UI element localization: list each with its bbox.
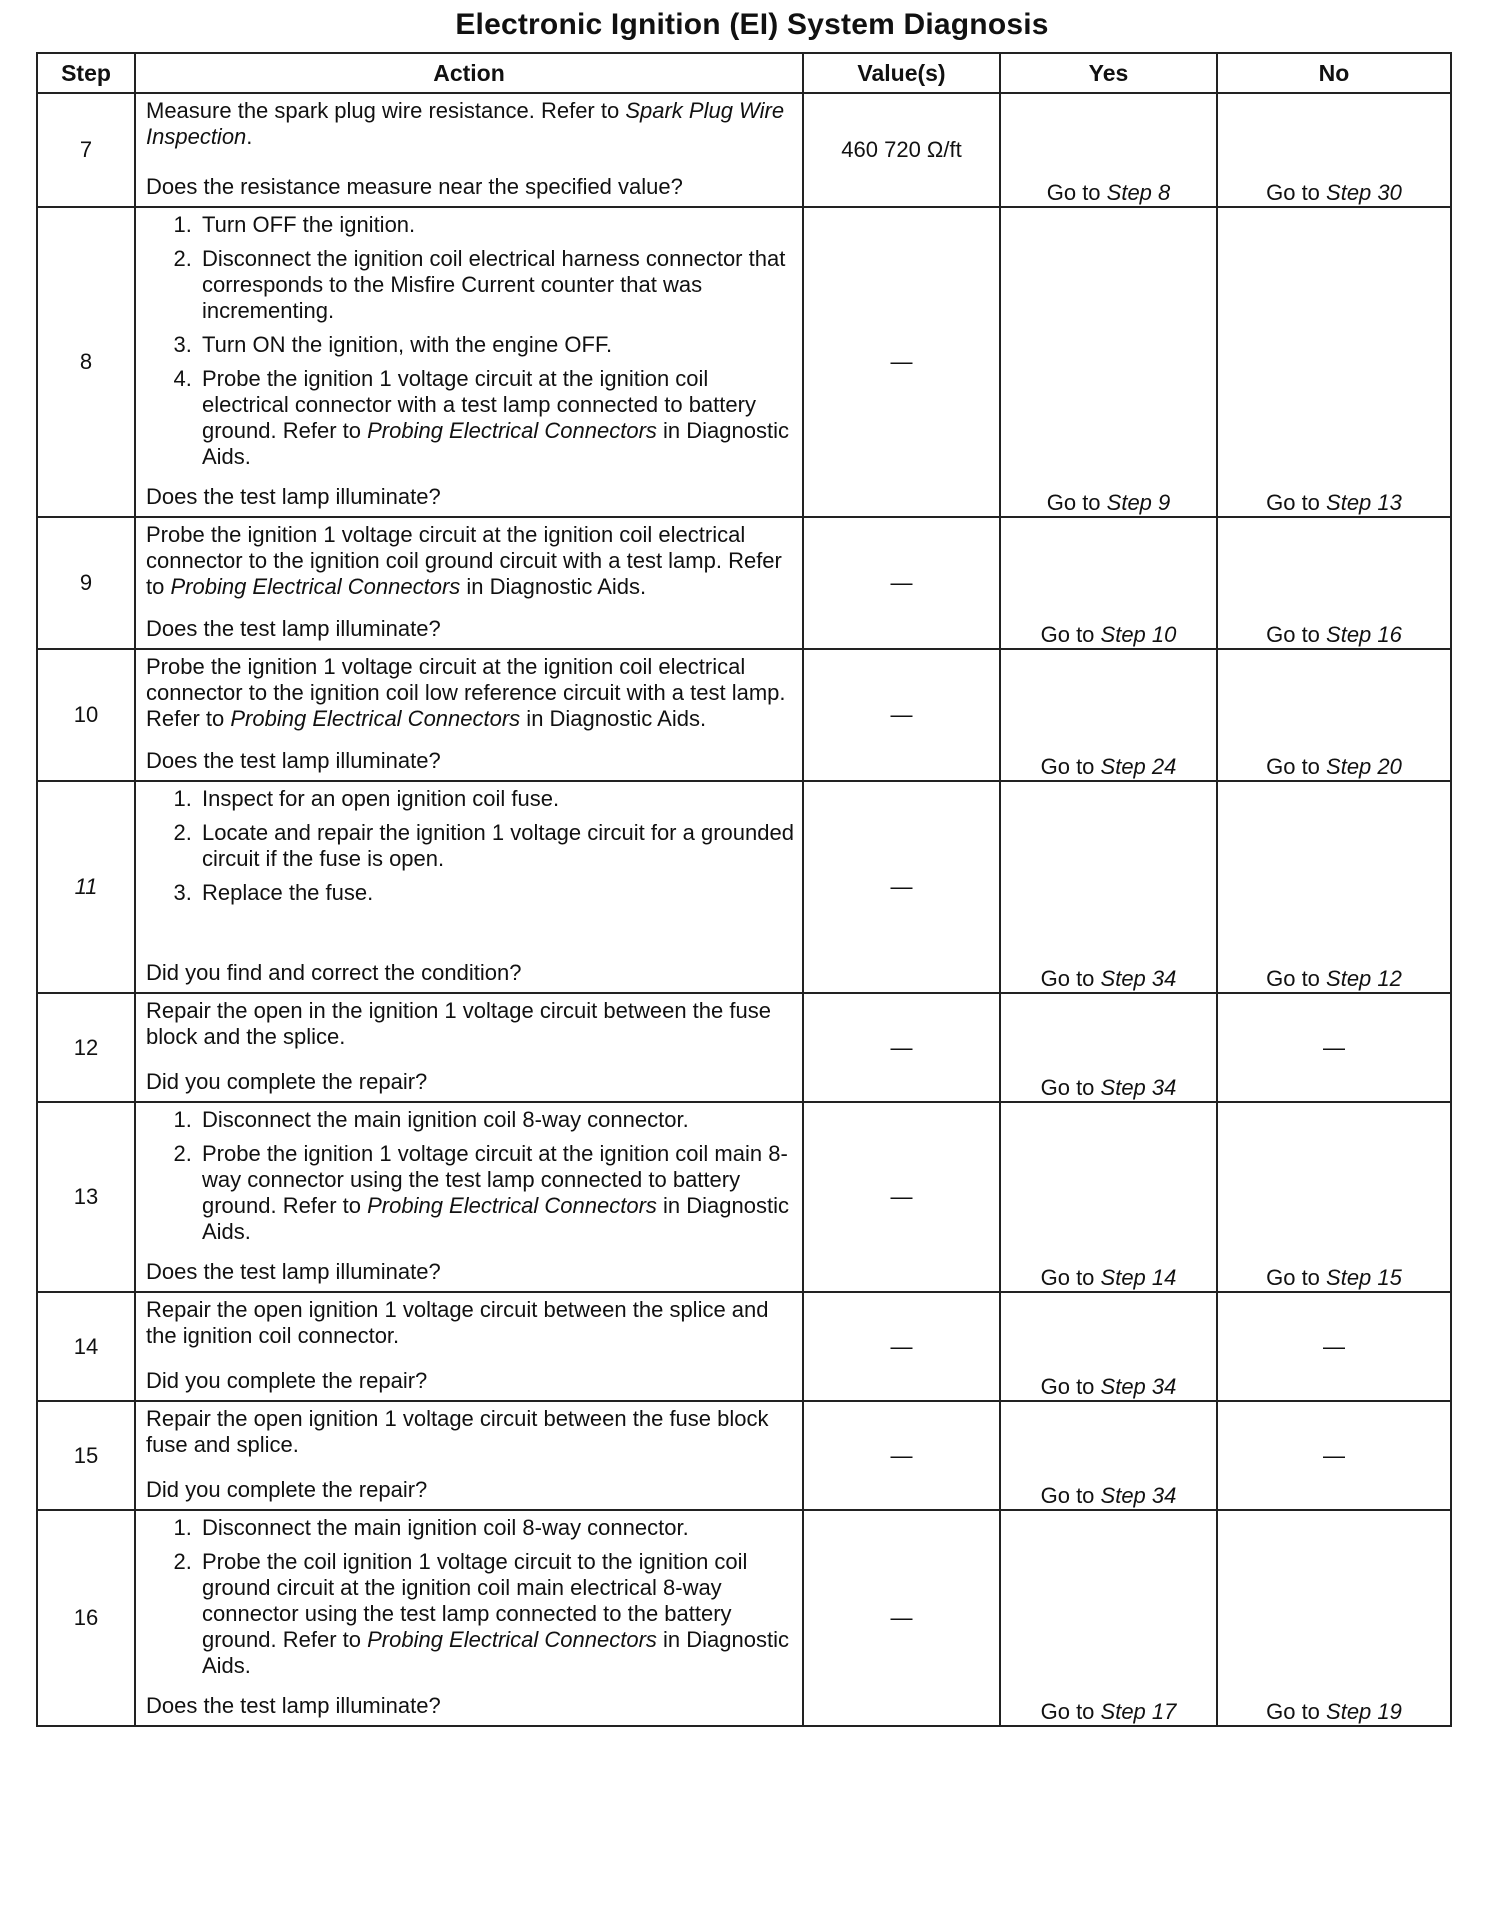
reference-link-text: Probing Electrical Connectors <box>170 574 461 599</box>
reference-link-text: Spark Plug Wire Inspection <box>146 98 785 149</box>
action-text: Measure the spark plug wire resistance. Refer to <box>146 98 626 123</box>
go-to-text: Go to <box>1040 1483 1101 1508</box>
action-text: Disconnect the ignition coil electrical harness connector that corresponds to the Misfire Current counter that was incrementing. <box>202 246 786 323</box>
table-row <box>37 1401 1451 1510</box>
go-to-step: Step 17 <box>1100 1699 1177 1724</box>
action-content <box>136 1511 802 1725</box>
reference-link-text: Probing Electrical Connectors <box>230 706 521 731</box>
action-text: Locate and repair the ignition 1 voltage circuit for a grounded circuit if the fuse is open. <box>202 820 794 871</box>
value-cell: — <box>803 1401 1000 1510</box>
action-question: Did you complete the repair? <box>146 1069 428 1094</box>
table-row <box>37 517 1451 649</box>
action-steps-list <box>146 212 796 478</box>
action-spacer <box>146 600 796 610</box>
action-step <box>198 1141 796 1245</box>
action-text: Probe the ignition 1 voltage circuit at the ignition coil electrical connector to the ignition coil ground circuit with a test lamp. Refer to <box>146 522 782 599</box>
go-to-step: Step 8 <box>1106 180 1171 205</box>
action-cell <box>135 1401 803 1510</box>
reference-link-text: Probing Electrical Connectors <box>367 1627 657 1652</box>
go-to-text: Go to <box>1046 180 1107 205</box>
header-no: No <box>1217 53 1451 93</box>
diagnosis-table <box>36 52 1452 1727</box>
no-cell <box>1217 1102 1451 1292</box>
header-value: Value(s) <box>803 53 1000 93</box>
go-to-step: Step 16 <box>1326 622 1402 647</box>
action-instruction <box>146 998 796 1050</box>
action-question: Does the resistance measure near the specified value? <box>146 174 683 199</box>
action-text: Probe the coil ignition 1 voltage circuit to the ignition coil ground circuit at the ignition coil main electrical 8-way connector using the test lamp connected to the battery ground. Refer to <box>202 1549 748 1652</box>
go-to-text: Go to <box>1040 1374 1101 1399</box>
action-text: in Diagnostic Aids. <box>202 1193 789 1244</box>
action-question: Does the test lamp illuminate? <box>146 748 441 773</box>
no-cell <box>1217 517 1451 649</box>
go-to-step: Step 34 <box>1100 966 1177 991</box>
go-to-step: Step 9 <box>1106 490 1171 515</box>
no-cell <box>1217 207 1451 517</box>
step-number: 15 <box>37 1401 135 1510</box>
action-content <box>136 1402 802 1509</box>
action-step <box>198 212 796 238</box>
action-step <box>198 820 796 872</box>
action-question: Does the test lamp illuminate? <box>146 484 441 509</box>
action-question: Did you find and correct the condition? <box>146 960 522 985</box>
value-cell: — <box>803 649 1000 781</box>
value-cell: — <box>803 1102 1000 1292</box>
action-text: in Diagnostic Aids. <box>520 706 707 731</box>
header-row <box>37 53 1451 93</box>
action-cell <box>135 649 803 781</box>
action-content <box>136 1293 802 1400</box>
value-cell: — <box>803 781 1000 993</box>
action-step <box>198 332 796 358</box>
table-row <box>37 1102 1451 1292</box>
table-row <box>37 1510 1451 1726</box>
action-instruction <box>146 1297 796 1349</box>
go-to-step: Step 12 <box>1326 966 1402 991</box>
reference-link-text: Probing Electrical Connectors <box>367 418 657 443</box>
go-to-text: Go to <box>1040 754 1101 779</box>
action-text: Disconnect the main ignition coil 8-way connector. <box>202 1107 689 1132</box>
value-cell: — <box>803 1292 1000 1401</box>
action-text: in Diagnostic Aids. <box>202 418 789 469</box>
action-instruction <box>146 654 796 732</box>
action-cell <box>135 1292 803 1401</box>
action-step <box>198 786 796 812</box>
value-cell: — <box>803 207 1000 517</box>
no-cell: — <box>1217 1292 1451 1401</box>
action-text: Disconnect the main ignition coil 8-way connector. <box>202 1515 689 1540</box>
action-cell <box>135 93 803 207</box>
go-to-text: Go to <box>1040 1075 1101 1100</box>
go-to-text: Go to <box>1040 1699 1101 1724</box>
no-cell: — <box>1217 993 1451 1102</box>
action-content <box>136 518 802 648</box>
action-text: Inspect for an open ignition coil fuse. <box>202 786 560 811</box>
value-cell: — <box>803 517 1000 649</box>
action-cell <box>135 993 803 1102</box>
value-cell: 460 720 Ω/ft <box>803 93 1000 207</box>
reference-link-text: Probing Electrical Connectors <box>367 1193 657 1218</box>
action-content <box>136 650 802 780</box>
go-to-step: Step 10 <box>1100 622 1177 647</box>
action-text: Probe the ignition 1 voltage circuit at the ignition coil electrical connector to the ignition coil low reference circuit with a test lamp. Refer to <box>146 654 786 731</box>
action-spacer <box>146 150 796 168</box>
action-question: Does the test lamp illuminate? <box>146 616 441 641</box>
yes-cell <box>1000 1401 1217 1510</box>
no-cell: — <box>1217 1401 1451 1510</box>
go-to-step: Step 14 <box>1100 1265 1177 1290</box>
action-text: Probe the ignition 1 voltage circuit at the ignition coil main 8-way connector using the test lamp connected to battery ground. Refer to <box>202 1141 788 1218</box>
action-spacer <box>146 1349 796 1362</box>
action-cell <box>135 1510 803 1726</box>
action-step <box>198 1515 796 1541</box>
action-text: Turn OFF the ignition. <box>202 212 416 237</box>
go-to-text: Go to <box>1040 622 1101 647</box>
step-number: 8 <box>37 207 135 517</box>
go-to-step: Step 34 <box>1100 1075 1177 1100</box>
go-to-text: Go to <box>1046 490 1107 515</box>
go-to-text: Go to <box>1266 490 1327 515</box>
action-cell <box>135 207 803 517</box>
action-spacer <box>146 1050 796 1063</box>
action-cell <box>135 781 803 993</box>
table-row <box>37 207 1451 517</box>
go-to-text: Go to <box>1040 1265 1101 1290</box>
yes-cell <box>1000 1292 1217 1401</box>
go-to-text: Go to <box>1040 966 1101 991</box>
go-to-step: Step 15 <box>1326 1265 1402 1290</box>
action-question: Did you complete the repair? <box>146 1368 428 1393</box>
action-step <box>198 880 796 906</box>
action-content <box>136 1103 802 1291</box>
action-instruction <box>146 522 796 600</box>
go-to-step: Step 13 <box>1326 490 1402 515</box>
table-row <box>37 649 1451 781</box>
action-text: . <box>246 124 253 149</box>
action-question: Did you complete the repair? <box>146 1477 428 1502</box>
yes-cell <box>1000 1102 1217 1292</box>
go-to-text: Go to <box>1266 180 1327 205</box>
action-text: Repair the open in the ignition 1 voltage circuit between the fuse block and the splice. <box>146 998 771 1049</box>
go-to-step: Step 24 <box>1100 754 1177 779</box>
header-yes: Yes <box>1000 53 1217 93</box>
action-text: Repair the open ignition 1 voltage circuit between the splice and the ignition coil connector. <box>146 1297 769 1348</box>
action-spacer <box>146 914 796 954</box>
document-title: Electronic Ignition (EI) System Diagnosis <box>455 8 1049 41</box>
step-number: 9 <box>37 517 135 649</box>
go-to-step: Step 20 <box>1326 754 1402 779</box>
step-number: 12 <box>37 993 135 1102</box>
go-to-step: Step 30 <box>1326 180 1402 205</box>
step-number: 16 <box>37 1510 135 1726</box>
yes-cell <box>1000 1510 1217 1726</box>
action-text: in Diagnostic Aids. <box>202 1627 789 1678</box>
step-number: 14 <box>37 1292 135 1401</box>
no-cell <box>1217 649 1451 781</box>
value-cell: — <box>803 1510 1000 1726</box>
table-body <box>37 93 1451 1726</box>
action-question: Does the test lamp illuminate? <box>146 1259 441 1284</box>
action-step <box>198 1107 796 1133</box>
action-instruction <box>146 1406 796 1458</box>
action-instruction <box>146 98 796 150</box>
no-cell <box>1217 781 1451 993</box>
action-text: Turn ON the ignition, with the engine OFF. <box>202 332 613 357</box>
step-number: 7 <box>37 93 135 207</box>
yes-cell <box>1000 517 1217 649</box>
step-number: 11 <box>37 781 135 993</box>
action-content <box>136 994 802 1101</box>
action-steps-list <box>146 1515 796 1687</box>
action-step <box>198 246 796 324</box>
action-text: Probe the ignition 1 voltage circuit at the ignition coil electrical connector with a test lamp connected to battery ground. Refer to <box>202 366 756 443</box>
table-row <box>37 781 1451 993</box>
no-cell <box>1217 1510 1451 1726</box>
yes-cell <box>1000 781 1217 993</box>
step-number: 10 <box>37 649 135 781</box>
go-to-text: Go to <box>1266 1699 1327 1724</box>
go-to-step: Step 19 <box>1326 1699 1402 1724</box>
action-steps-list <box>146 786 796 914</box>
yes-cell <box>1000 993 1217 1102</box>
yes-cell <box>1000 649 1217 781</box>
action-text: Replace the fuse. <box>202 880 374 905</box>
action-steps-list <box>146 1107 796 1253</box>
action-step <box>198 1549 796 1679</box>
action-spacer <box>146 1458 796 1471</box>
go-to-text: Go to <box>1266 754 1327 779</box>
action-content <box>136 94 802 206</box>
table-row <box>37 93 1451 207</box>
yes-cell <box>1000 207 1217 517</box>
go-to-text: Go to <box>1266 966 1327 991</box>
value-cell: — <box>803 993 1000 1102</box>
go-to-step: Step 34 <box>1100 1374 1177 1399</box>
action-spacer <box>146 732 796 742</box>
action-text: Repair the open ignition 1 voltage circuit between the fuse block fuse and splice. <box>146 1406 769 1457</box>
action-cell <box>135 1102 803 1292</box>
action-cell <box>135 517 803 649</box>
action-text: in Diagnostic Aids. <box>460 574 647 599</box>
action-step <box>198 366 796 470</box>
go-to-text: Go to <box>1266 1265 1327 1290</box>
header-step: Step <box>37 53 135 93</box>
go-to-step: Step 34 <box>1100 1483 1177 1508</box>
action-question: Does the test lamp illuminate? <box>146 1693 441 1718</box>
action-content <box>136 782 802 992</box>
table-row <box>37 1292 1451 1401</box>
no-cell <box>1217 93 1451 207</box>
step-number: 13 <box>37 1102 135 1292</box>
table-row <box>37 993 1451 1102</box>
header-action: Action <box>135 53 803 93</box>
action-content <box>136 208 802 516</box>
yes-cell <box>1000 93 1217 207</box>
go-to-text: Go to <box>1266 622 1327 647</box>
